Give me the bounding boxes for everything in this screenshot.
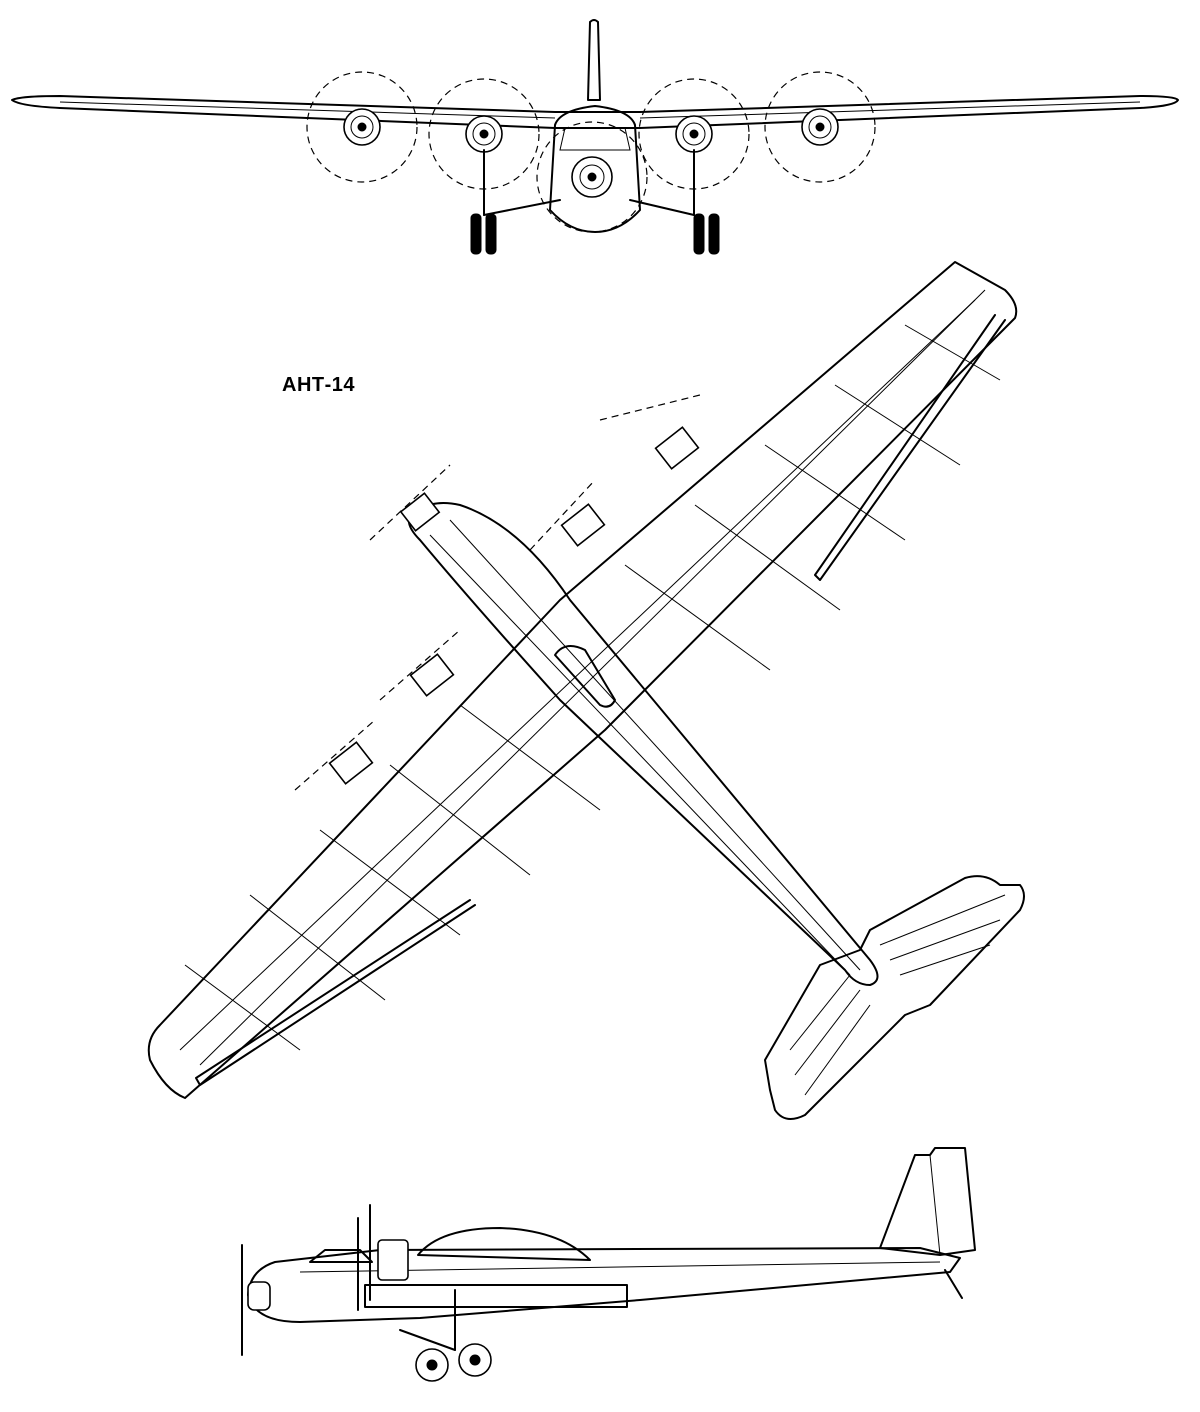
engine-front-4 — [676, 116, 712, 152]
side-dome — [418, 1228, 590, 1260]
right-aileron — [815, 315, 1005, 580]
side-engine-nose — [248, 1282, 270, 1310]
aircraft-designation: АНТ-14 — [282, 374, 356, 396]
side-landing-gear — [400, 1290, 491, 1381]
side-engine-wing — [378, 1240, 408, 1280]
side-view — [242, 1148, 975, 1381]
plan-tailplane — [765, 876, 1024, 1119]
engine-front-2 — [466, 116, 502, 152]
side-fin — [880, 1148, 975, 1255]
engine-front-1 — [344, 109, 380, 145]
wing-panel-lines — [180, 290, 1000, 1065]
plan-engine-5 — [295, 720, 375, 790]
front-view — [12, 20, 1178, 254]
plan-engine-4 — [380, 630, 460, 700]
engine-front-3 — [572, 157, 612, 197]
plan-engine-2 — [530, 480, 604, 550]
plan-engine-1 — [600, 395, 700, 469]
side-tailskid — [945, 1270, 962, 1298]
front-fin — [588, 20, 600, 100]
engine-front-5 — [802, 109, 838, 145]
tailplane-ribs — [790, 895, 1005, 1095]
left-aileron — [196, 900, 475, 1085]
plan-view — [149, 262, 1024, 1119]
